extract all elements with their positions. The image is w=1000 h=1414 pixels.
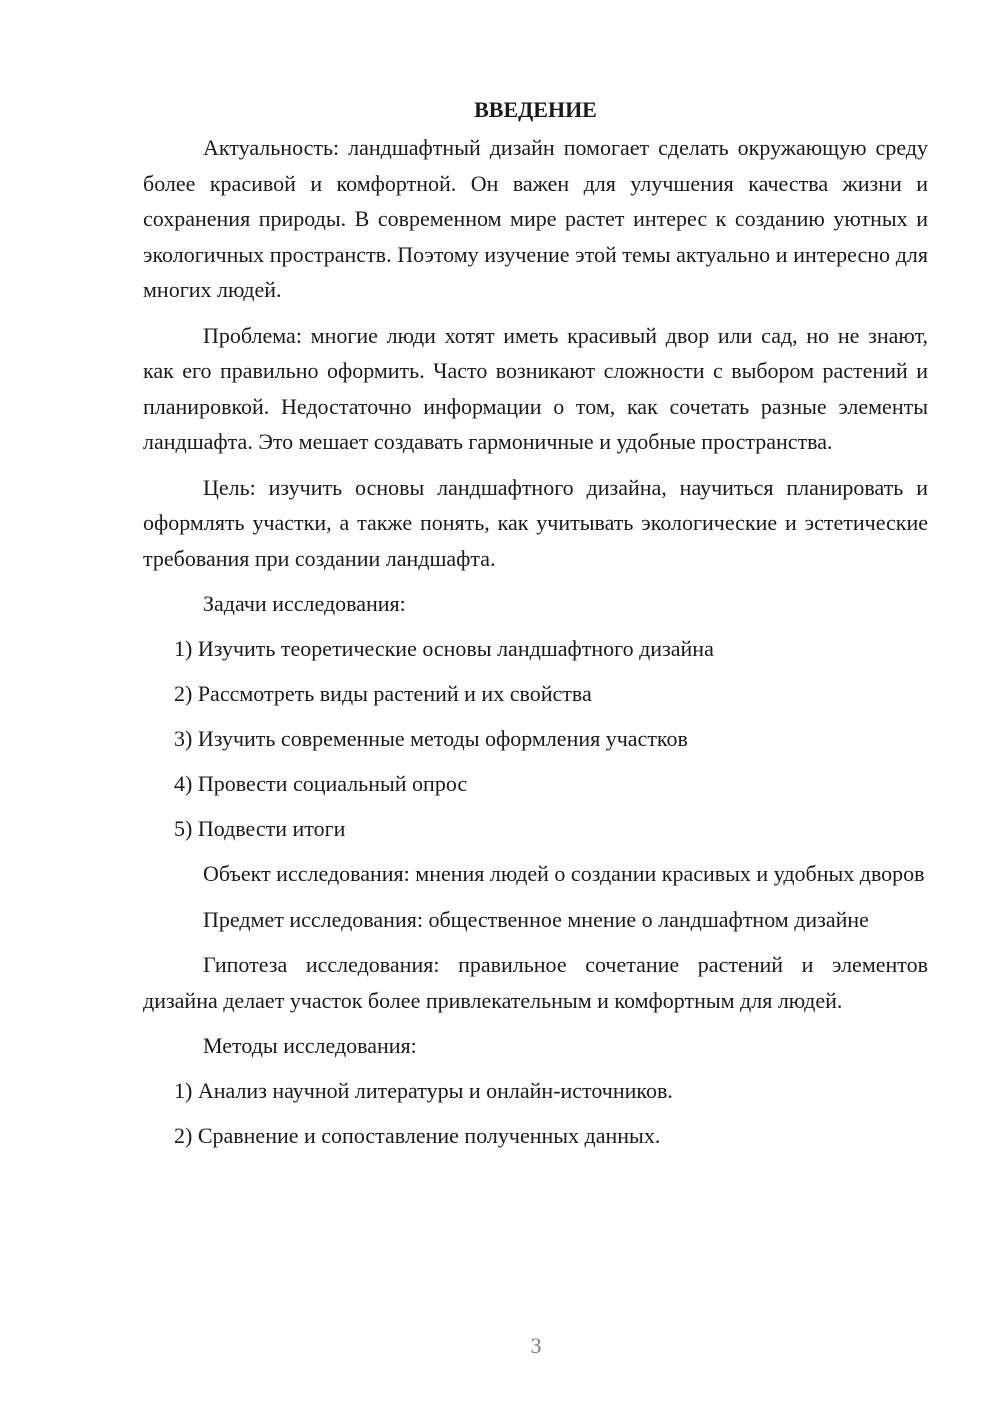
list-item: 3) Изучить современные методы оформления участков (174, 726, 688, 751)
list-item: 2) Сравнение и сопоставление полученных данных. (174, 1123, 661, 1148)
page-number: 3 (530, 1333, 542, 1358)
methods-list (143, 1073, 928, 1153)
paragraph-subject: Предмет исследования: общественное мнение о ландшафтном дизайне (203, 906, 869, 932)
paragraph-goal: Цель: изучить основы ландшафтного дизайна, научиться планировать и оформлять участки, а также понять, как учитывать экологические и эстетические требования при создании ландшафта. (143, 474, 928, 571)
list-item: 1) Изучить теоретические основы ландшафтного дизайна (174, 636, 714, 661)
list-item: 2) Рассмотреть виды растений и их свойства (174, 681, 592, 706)
list-item: 5) Подвести итоги (174, 816, 346, 841)
paragraph-hypothesis: Гипотеза исследования: правильное сочетание растений и элементов дизайна делает участок более привлекательным и комфортным для людей. (143, 952, 928, 1013)
document-page (143, 92, 928, 1163)
list-item: 1) Анализ научной литературы и онлайн-источников. (174, 1078, 673, 1103)
paragraph-object: Объект исследования: мнения людей о создании красивых и удобных дворов (203, 861, 925, 886)
tasks-list (143, 631, 928, 846)
paragraph-actuality: Актуальность: ландшафтный дизайн помогает сделать окружающую среду более красивой и комфортной. Он важен для улучшения качества жизни и сохранения природы. В современном мире растет интерес к созданию уютных и экологичных пространств. Поэтому изучение этой темы актуально и интересно для многих людей. (143, 135, 928, 302)
page-title: ВВЕДЕНИЕ (474, 97, 597, 122)
tasks-heading: Задачи исследования: (203, 591, 406, 616)
list-item: 4) Провести социальный опрос (174, 771, 468, 796)
methods-heading: Методы исследования: (203, 1033, 417, 1058)
paragraph-problem: Проблема: многие люди хотят иметь красивый двор или сад, но не знают, как его правильно оформить. Часто возникают сложности с выбором растений и планировкой. Недостаточно информации о том, как сочетать разные элементы ландшафта. Это мешает создавать гармоничные и удобные пространства. (143, 322, 928, 454)
